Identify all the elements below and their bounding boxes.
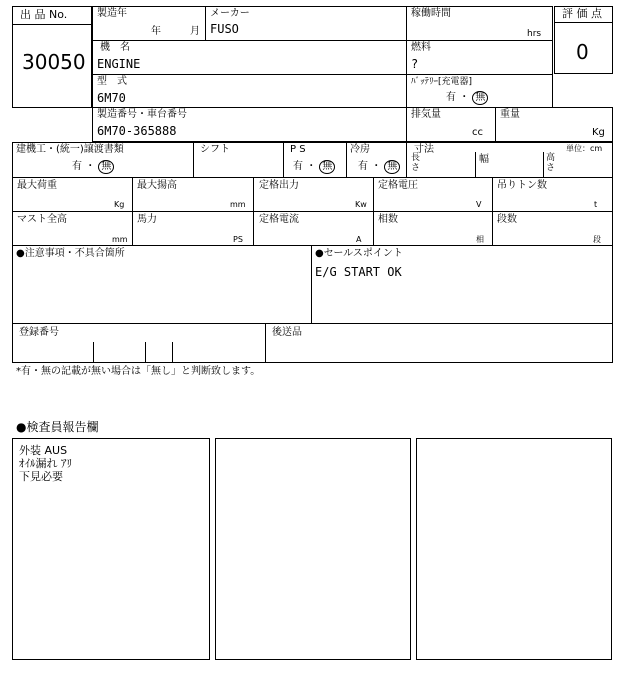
- height-label-a: 高: [546, 153, 556, 163]
- transfer-doc-no-circled: 無: [98, 160, 114, 174]
- hoist-ton-label: 吊りトン数: [497, 180, 547, 191]
- max-lift-unit: mm: [230, 200, 246, 209]
- rated-output-unit: Kw: [355, 200, 367, 209]
- battery-label: ﾊﾞｯﾃﾘｰ[充電器]: [411, 77, 473, 87]
- cooler-dot: ・: [371, 161, 382, 172]
- rated-voltage-unit: V: [476, 200, 482, 209]
- ps-yes: 有: [293, 161, 303, 172]
- battery-options: [446, 91, 488, 105]
- max-lift-label: 最大揚高: [137, 180, 177, 191]
- rated-current-unit: A: [356, 235, 362, 244]
- inspector-report-title: ●検査員報告欄: [16, 420, 99, 434]
- cooler-label: 冷房: [350, 144, 370, 155]
- operating-hours-label: 稼働時間: [411, 8, 451, 19]
- mast-height-label: マスト全高: [17, 214, 67, 225]
- ps-dot: ・: [306, 161, 317, 172]
- footnote: *有・無の記載が無い場合は「無し」と判断致します。: [16, 366, 261, 377]
- model-name-label: 機 名: [100, 42, 130, 53]
- width-label: 幅: [479, 154, 489, 165]
- lot-number-value: 30050: [22, 50, 86, 74]
- rated-voltage-label: 定格電圧: [378, 180, 418, 191]
- serial-value: 6M70-365888: [97, 124, 177, 138]
- maker-label: メーカー: [210, 8, 250, 19]
- inspector-panel-3: [416, 438, 612, 660]
- rated-current-label: 定格電流: [259, 214, 299, 225]
- ps-label: P S: [290, 144, 306, 155]
- inspector-panel-2: [215, 438, 411, 660]
- stages-label: 段数: [497, 214, 517, 225]
- ps-no-circled: 無: [319, 160, 335, 174]
- weight-label: 重量: [500, 109, 520, 120]
- hours-unit: hrs: [527, 29, 542, 39]
- inspector-line-1: 外装 AUS: [19, 444, 68, 457]
- phases-label: 相数: [378, 214, 398, 225]
- shipping-label: 後送品: [272, 327, 302, 338]
- manufacture-year-label: 製造年: [97, 8, 127, 19]
- transfer-doc-yes: 有: [72, 161, 82, 172]
- max-load-label: 最大荷重: [17, 180, 57, 191]
- stages-unit: 段: [593, 235, 601, 244]
- notes-label: ●注意事項・不具合箇所: [16, 248, 125, 259]
- year-unit: 年: [151, 26, 161, 37]
- max-load-unit: Kg: [114, 200, 125, 209]
- fuel-value: ?: [411, 57, 419, 71]
- rated-output-label: 定格出力: [259, 180, 299, 191]
- cooler-no-circled: 無: [384, 160, 400, 174]
- battery-yes: 有: [446, 92, 456, 103]
- model-type-value: 6M70: [97, 91, 126, 105]
- transfer-doc-dot: ・: [85, 161, 96, 172]
- ps-options: [293, 160, 335, 174]
- horsepower-label: 馬力: [137, 214, 157, 225]
- rating-label: 評 価 点: [562, 7, 602, 20]
- serial-label: 製造番号・車台番号: [97, 109, 187, 120]
- registration-section: [12, 323, 613, 363]
- transfer-doc-label: 建機工・(統一)譲渡書類: [16, 144, 124, 155]
- horsepower-unit: PS: [233, 235, 243, 244]
- sales-point-label: ●セールスポイント: [315, 248, 403, 259]
- inspector-line-3: 下見必要: [19, 470, 63, 483]
- cooler-yes: 有: [358, 161, 368, 172]
- fuel-label: 燃料: [411, 42, 431, 53]
- lot-number-label: 出 品 No.: [20, 8, 68, 21]
- hoist-ton-unit: t: [594, 200, 598, 209]
- inspector-line-2: ｵｲﾙ漏れ ｱﾘ: [19, 457, 72, 470]
- battery-dot: ・: [459, 92, 470, 103]
- mast-height-unit: mm: [112, 235, 128, 244]
- sales-point-value: E/G START OK: [315, 265, 402, 279]
- model-type-label: 型 式: [97, 76, 127, 87]
- dimensions-label: 寸法: [414, 144, 434, 155]
- length-label-a: 長: [411, 153, 421, 163]
- phases-unit: 相: [476, 235, 484, 244]
- battery-no-circled: 無: [472, 91, 488, 105]
- maker-value: FUSO: [210, 22, 239, 36]
- model-name-value: ENGINE: [97, 57, 141, 71]
- length-label-b: さ: [411, 163, 421, 173]
- shift-label: シフト: [200, 144, 230, 155]
- spec-table: [12, 142, 613, 246]
- weight-unit: Kg: [592, 127, 605, 138]
- rating-value: 0: [576, 40, 589, 64]
- cooler-options: [358, 160, 400, 174]
- registration-label: 登録番号: [19, 327, 59, 338]
- displacement-unit: cc: [472, 127, 483, 138]
- dimensions-unit-note: 単位：cm: [566, 144, 603, 153]
- displacement-label: 排気量: [411, 109, 441, 120]
- transfer-doc-options: [72, 160, 114, 174]
- month-unit: 月: [190, 26, 200, 37]
- height-label-b: さ: [546, 163, 556, 173]
